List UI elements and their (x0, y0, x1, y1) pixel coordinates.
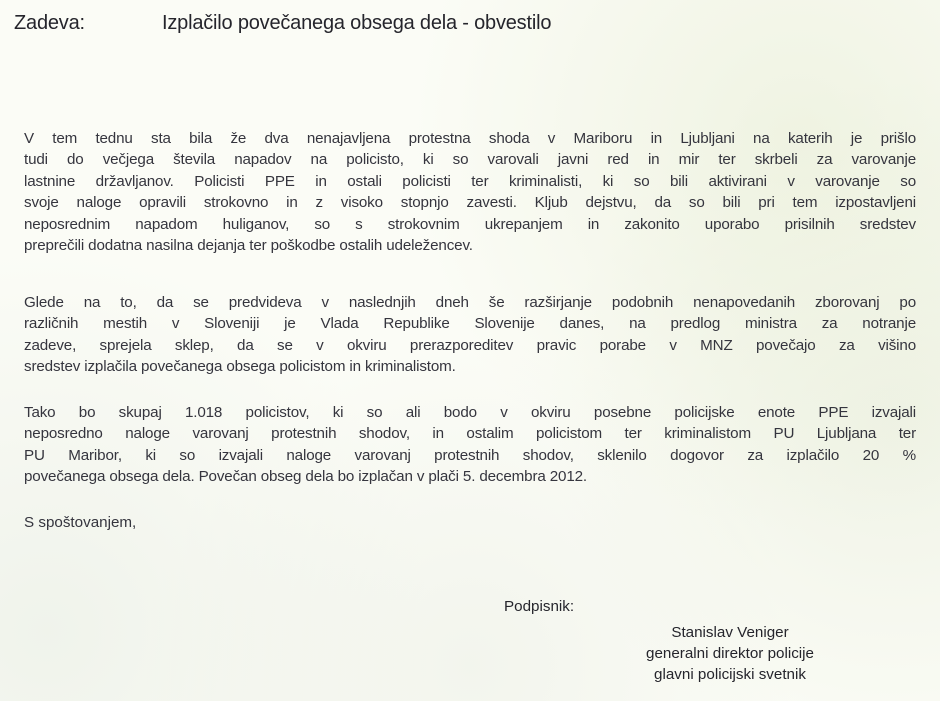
paragraph-line: različnih mestih v Sloveniji je Vlada Republike Slovenije danes, na predlog ministra za notranje (24, 315, 916, 333)
signatory-name: Stanislav Veniger (671, 624, 789, 641)
paragraph-line: neposrednim napadom huliganov, so s strokovnim ukrepanjem in zakonito uporabo prisilnih sredstev (24, 215, 916, 233)
paragraph-payment-details (24, 402, 916, 488)
signature-label: Podpisnik: (504, 598, 575, 615)
signature-block (600, 622, 860, 685)
paragraph-line: povečanega obsega dela. Povečan obseg dela bo izplačan v plači 5. decembra 2012. (24, 468, 588, 486)
paragraph-line: neposredno naloge varovanj protestnih shodov, in ostalim policistom ter kriminalistom PU Ljubljana ter (24, 425, 916, 443)
paragraph-line: sredstev izplačila povečanega obsega policistom in kriminalistom. (24, 358, 456, 376)
subject-title: Izplačilo povečanega obsega dela - obvestilo (162, 12, 552, 34)
paragraph-line: V tem tednu sta bila že dva nenajavljena protestna shoda v Mariboru in Ljubljani na katerih je prišlo (24, 130, 916, 147)
paragraph-line: tudi do večjega števila napadov na policisto, ki so varovali javni red in mir ter skrbeli za varovanje (24, 151, 916, 169)
paragraph-line: svoje naloge opravili strokovno in z visoko stopnjo zavesti. Kljub dejstvu, da so bili pri tem izpostavljeni (24, 194, 916, 212)
subject-label: Zadeva: (14, 12, 85, 34)
paragraph-line: PU Maribor, ki so izvajali naloge varovanj protestnih shodov, sklenilo dogovor za izplačilo 20 % (24, 446, 916, 464)
signatory-rank: glavni policijski svetnik (654, 666, 806, 683)
paragraph-line: zadeve, sprejela sklep, da se v okviru prerazporeditev pravic porabe v MNZ povečajo za višino (24, 336, 916, 354)
paragraph-incident (24, 128, 916, 256)
paragraph-line: preprečili dodatna nasilna dejanja ter poškodbe ostalih udeležencev. (24, 237, 473, 255)
paragraph-line: lastnine državljanov. Policisti PPE in ostali policisti ter kriminalisti, ki so bili aktivirani v varovanje so (24, 172, 916, 190)
closing-salutation: S spoštovanjem, (24, 514, 137, 531)
paragraph-line: Tako bo skupaj 1.018 policistov, ki so ali bodo v okviru posebne policijske enote PPE izvajali (24, 404, 916, 421)
paragraph-line: Glede na to, da se predvideva v naslednjih dneh še razširjanje podobnih nenapovedanih zborovanj po (24, 294, 916, 311)
subject-heading (14, 12, 551, 35)
paragraph-government-decision (24, 292, 916, 378)
signatory-title: generalni direktor policije (646, 645, 814, 662)
